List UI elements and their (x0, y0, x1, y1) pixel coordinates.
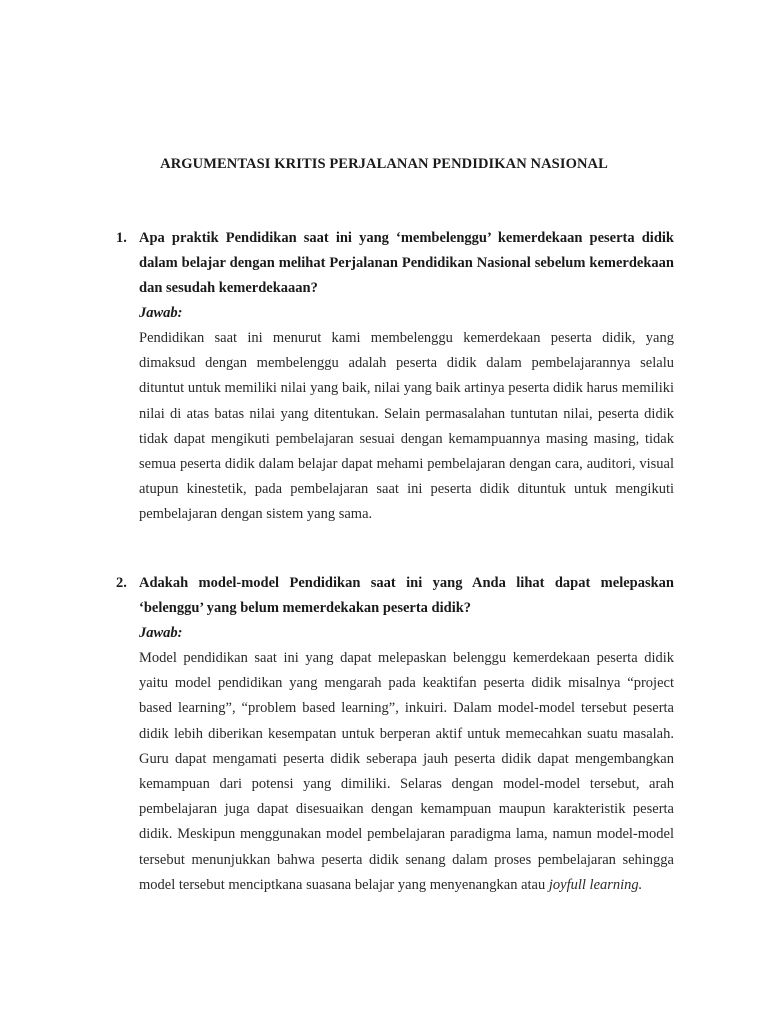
item-number: 1. (116, 230, 127, 246)
document-title: ARGUMENTASI KRITIS PERJALANAN PENDIDIKAN NASIONAL (160, 156, 608, 172)
item-content (139, 226, 674, 528)
answer-paragraph (139, 646, 674, 898)
item-number: 2. (116, 575, 127, 591)
answer-italic-term: joyfull learning. (548, 876, 643, 893)
answer-label: Jawab: (139, 305, 183, 321)
item-content (139, 571, 674, 898)
question-item-2 (116, 571, 674, 898)
question-text: Adakah model-model Pendidikan saat ini yang Anda lihat dapat melepaskan ‘belenggu’ yang belum memerdekakan peserta didik? (139, 575, 674, 616)
answer-text: Model pendidikan saat ini yang dapat melepaskan belenggu kemerdekaan peserta didik yaitu model pendidikan yang mengarah pada keaktifan peserta didik misalnya “project based learning”, “problem based learning”, inkuiri. Dalam model-model tersebut peserta didik lebih diberikan kesempatan untuk berperan aktif untuk memecahkan suatu masalah. Guru dapat mengamati peserta didik seberapa jauh peserta didik dapat mengembangkan kemampuan dari potensi yang dimiliki. Selaras dengan model-model tersebut, arah pembelajaran juga dapat disesuaikan dengan kemampuan maupun karakteristik peserta didik. Meskipun menggunakan model pembelajaran paradigma lama, namun model-model tersebut menunjukkan bahwa peserta didik senang dalam proses pembelajaran sehingga model tersebut menciptkana suasana belajar yang menyenangkan atau (139, 650, 674, 893)
answer-text: Pendidikan saat ini menurut kami membelenggu kemerdekaan peserta didik, yang dimaksud dengan membelenggu adalah peserta didik dalam pembelajarannya selalu dituntut untuk memiliki nilai yang baik, nilai yang baik artinya peserta didik harus memiliki nilai di atas batas nilai yang ditentukan. Selain permasalahan tuntutan nilai, peserta didik tidak dapat mengikuti pembelajaran sesuai dengan kemampuannya masing masing, tidak semua peserta didik dalam belajar dapat mehami pembelajaran dengan cara, auditori, visual atupun kinestetik, pada pembelajaran saat ini peserta didik dituntuk untuk mengikuti pembelajaran dengan sistem yang sama. (139, 330, 674, 523)
question-text: Apa praktik Pendidikan saat ini yang ‘membelenggu’ kemerdekaan peserta didik dalam belajar dengan melihat Perjalanan Pendidikan Nasional sebelum kemerdekaan dan sesudah kemerdekaaan? (139, 230, 674, 296)
question-item-1 (116, 226, 674, 528)
answer-label: Jawab: (139, 625, 183, 641)
